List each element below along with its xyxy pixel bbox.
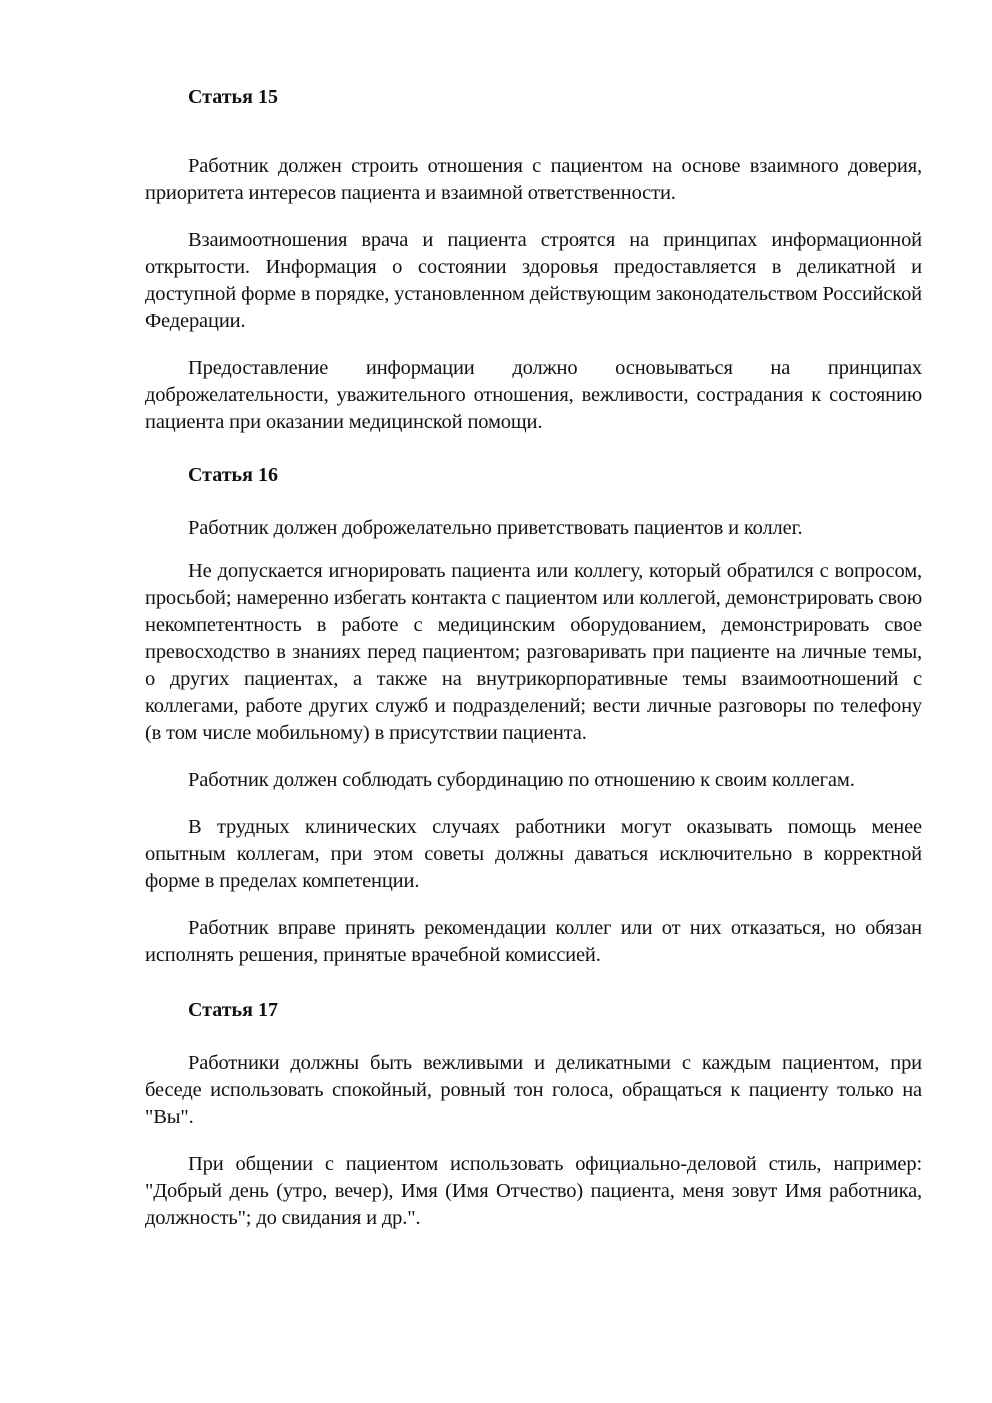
article-heading: Статья 16 — [188, 464, 278, 486]
paragraph: Взаимоотношения врача и пациента строятся на принципах информационной открытости. Информация о состоянии здоровья предоставляется в деликатной и доступной форме в порядке, установленном действующим законодательством Российской Федерации. — [145, 229, 922, 332]
paragraph: При общении с пациентом использовать официально-деловой стиль, например: "Добрый день (утро, вечер), Имя (Имя Отчество) пациента, меня зовут Имя работника, должность"; до свидания и др.". — [145, 1153, 922, 1229]
paragraph: Не допускается игнорировать пациента или коллегу, который обратился с вопросом, просьбой; намеренно избегать контакта с пациентом или коллегой, демонстрировать свою некомпетентность в работе с медицинским оборудованием, демонстрировать свое превосходство в знаниях перед пациентом; разговаривать при пациенте на личные темы, о других пациентах, а также на внутрикорпоративные темы взаимоотношений с коллегами, работе других служб и подразделений; вести личные разговоры по телефону (в том числе мобильному) в присутствии пациента. — [145, 560, 922, 744]
paragraph: Работник должен доброжелательно приветствовать пациентов и коллег. — [188, 517, 803, 539]
document-page — [145, 84, 922, 1232]
paragraph: Работник должен соблюдать субординацию по отношению к своим коллегам. — [188, 769, 855, 791]
article-15 — [145, 84, 922, 436]
paragraph: Предоставление информации должно основываться на принципах доброжелательности, уважительного отношения, вежливости, сострадания к состоянию пациента при оказании медицинской помощи. — [145, 357, 922, 433]
paragraph: В трудных клинических случаях работники могут оказывать помощь менее опытным коллегам, при этом советы должны даваться исключительно в корректной форме в пределах компетенции. — [145, 816, 922, 892]
article-16 — [145, 462, 922, 969]
paragraph: Работник вправе принять рекомендации коллег или от них отказаться, но обязан исполнять решения, принятые врачебной комиссией. — [145, 917, 922, 966]
article-heading: Статья 17 — [188, 999, 278, 1021]
article-heading: Статья 15 — [188, 86, 278, 108]
paragraph: Работники должны быть вежливыми и деликатными с каждым пациентом, при беседе использовать спокойный, ровный тон голоса, обращаться к пациенту только на "Вы". — [145, 1052, 922, 1128]
article-17 — [145, 997, 922, 1232]
paragraph: Работник должен строить отношения с пациентом на основе взаимного доверия, приоритета интересов пациента и взаимной ответственности. — [145, 155, 922, 204]
